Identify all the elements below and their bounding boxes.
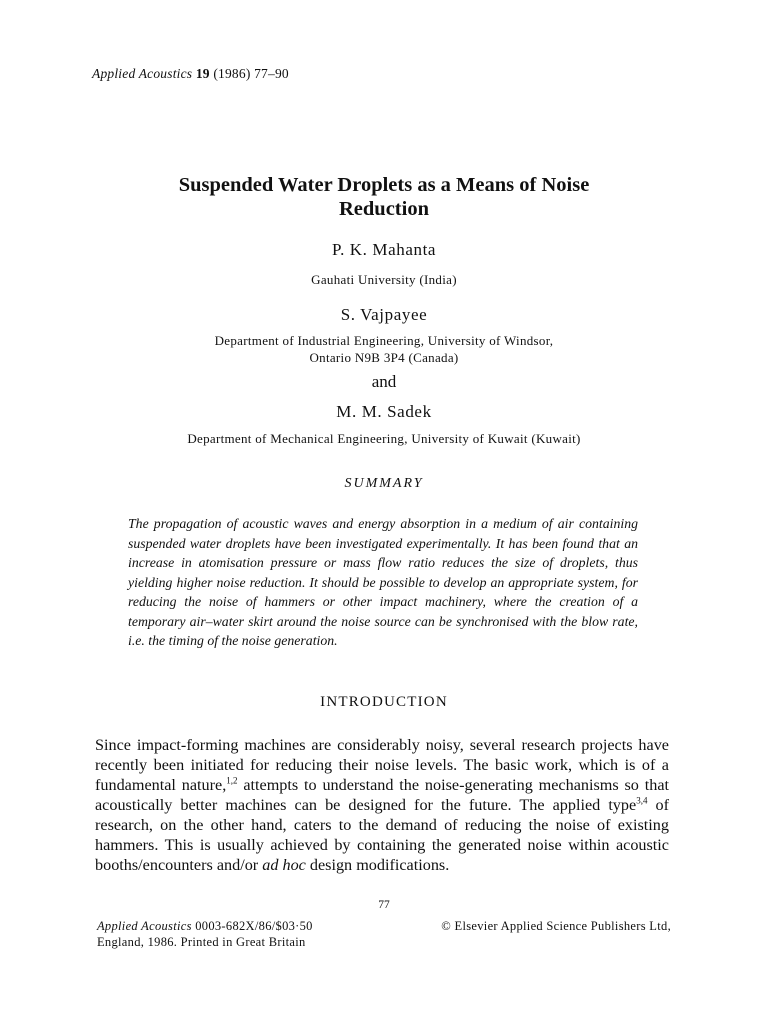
- author-affiliation: Department of Mechanical Engineering, University of Kuwait (Kuwait): [187, 431, 581, 446]
- author-affiliation: Gauhati University (India): [311, 272, 457, 287]
- journal-year-pages: (1986) 77–90: [213, 66, 289, 81]
- summary-heading: SUMMARY: [344, 476, 424, 491]
- author-name: M. M. Sadek: [336, 402, 432, 421]
- journal-name: Applied Acoustics: [92, 66, 193, 81]
- intro-text-part: of research, on the other hand, caters to the demand of reducing the noise of existing hammers. This is usually achieved by containing the generated noise within acoustic booths/encounters and/or: [95, 796, 670, 874]
- citation-ref: 1,2: [226, 775, 238, 786]
- journal-volume: 19: [195, 66, 210, 81]
- author-name: S. Vajpayee: [340, 305, 428, 324]
- intro-text-part: design modifications.: [305, 856, 450, 874]
- intro-text-part: Since impact-forming machines are considerably noisy, several research projects have recently been initiated for reducing their noise levels. The basic work, which is of a fundamental nature,: [95, 736, 669, 794]
- footer-issn: 0003-682X/86/$03·50: [195, 919, 313, 933]
- footer-copyright: © Elsevier Applied Science Publishers Ltd,: [441, 919, 671, 933]
- affiliation-line: Ontario N9B 3P4 (Canada): [309, 350, 459, 365]
- footer: [97, 918, 671, 950]
- footer-journal: Applied Acoustics: [97, 919, 192, 933]
- and-conjunction: and: [371, 372, 397, 391]
- author-affiliation: [0, 332, 768, 366]
- citation-ref: 3,4: [636, 795, 648, 806]
- paper-title: Suspended Water Droplets as a Means of Noise Reduction: [178, 174, 590, 220]
- intro-text-part: attempts to understand the noise-generating mechanisms so that acoustically better machines can be designed for the future. The applied type: [95, 776, 669, 814]
- footer-line2: England, 1986. Printed in Great Britain: [97, 935, 306, 949]
- author-name: P. K. Mahanta: [331, 240, 437, 259]
- introduction-heading: INTRODUCTION: [320, 694, 448, 710]
- journal-reference: [92, 66, 289, 82]
- intro-italic-term: ad hoc: [262, 856, 306, 874]
- affiliation-line: Department of Industrial Engineering, University of Windsor,: [214, 333, 554, 348]
- introduction-text: [95, 735, 669, 875]
- summary-text: The propagation of acoustic waves and energy absorption in a medium of air containing suspended water droplets have been investigated experimentally. It has been found that an increase in atomisation pressure or mass flow ratio reduces the size of droplets, thus yielding higher noise reduction. It should be possible to develop an appropriate system, for reducing the noise of hammers or other impact machinery, where the creation of a temporary air–water skirt around the noise source can be synchronised with the blow rate, i.e. the timing of the noise generation.: [128, 516, 638, 648]
- page-number: 77: [378, 899, 390, 911]
